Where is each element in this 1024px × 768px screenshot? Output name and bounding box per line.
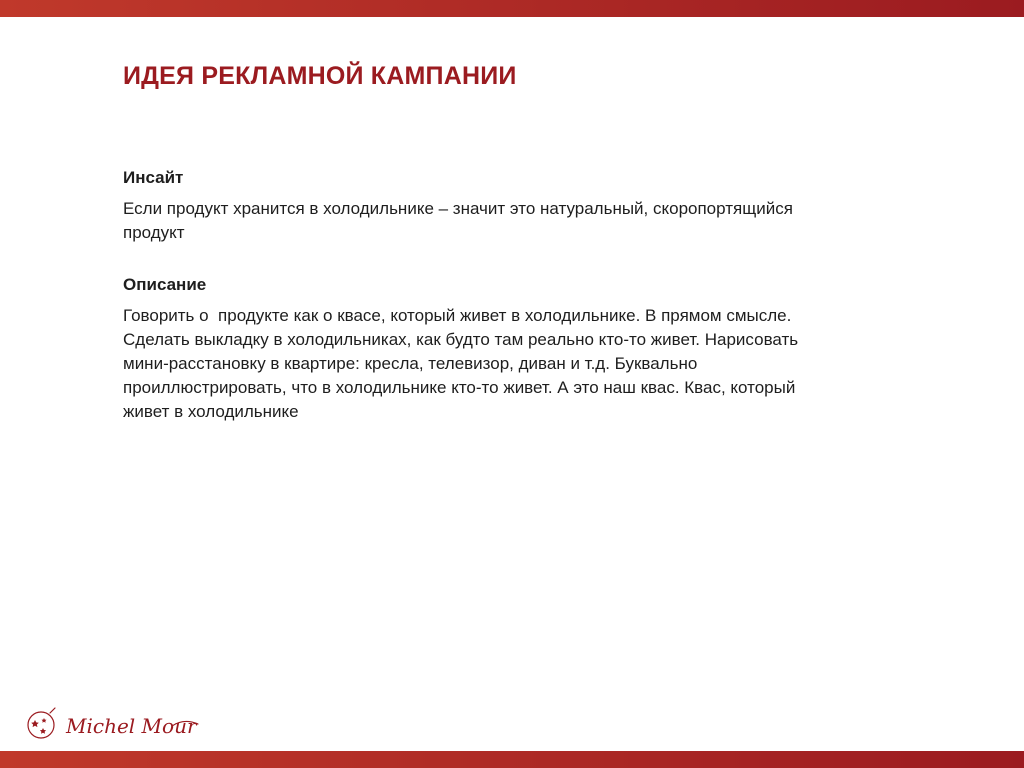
- bottom-accent-band: [0, 751, 1024, 768]
- top-accent-band: [0, 0, 1024, 17]
- star-circle-icon: [28, 708, 55, 738]
- slide-content: [123, 166, 923, 452]
- description-heading: Описание: [123, 275, 207, 294]
- description-text: [123, 304, 923, 424]
- brand-logo-text: Michel Mour: [66, 714, 197, 738]
- insight-heading: Инсайт: [123, 168, 184, 187]
- insight-section: [123, 166, 923, 245]
- insight-line: Если продукт хранится в холодильнике – значит это натуральный, скоропортящийся: [123, 199, 793, 218]
- description-line: проиллюстрировать, что в холодильнике кто-то живет. А это наш квас. Квас, который: [123, 378, 796, 397]
- description-line: мини-расстановку в квартире: кресла, телевизор, диван и т.д. Буквально: [123, 354, 698, 373]
- description-line: живет в холодильнике: [123, 402, 299, 421]
- description-section: [123, 273, 923, 424]
- insight-text: [123, 197, 923, 245]
- description-line: Сделать выкладку в холодильниках, как будто там реально кто-то живет. Нарисовать: [123, 330, 799, 349]
- description-line: Говорить о продукте как о квасе, который живет в холодильнике. В прямом смысле.: [123, 306, 792, 325]
- insight-line: продукт: [123, 223, 185, 242]
- brand-logo: [22, 704, 202, 746]
- slide-title: ИДЕЯ РЕКЛАМНОЙ КАМПАНИИ: [123, 62, 517, 90]
